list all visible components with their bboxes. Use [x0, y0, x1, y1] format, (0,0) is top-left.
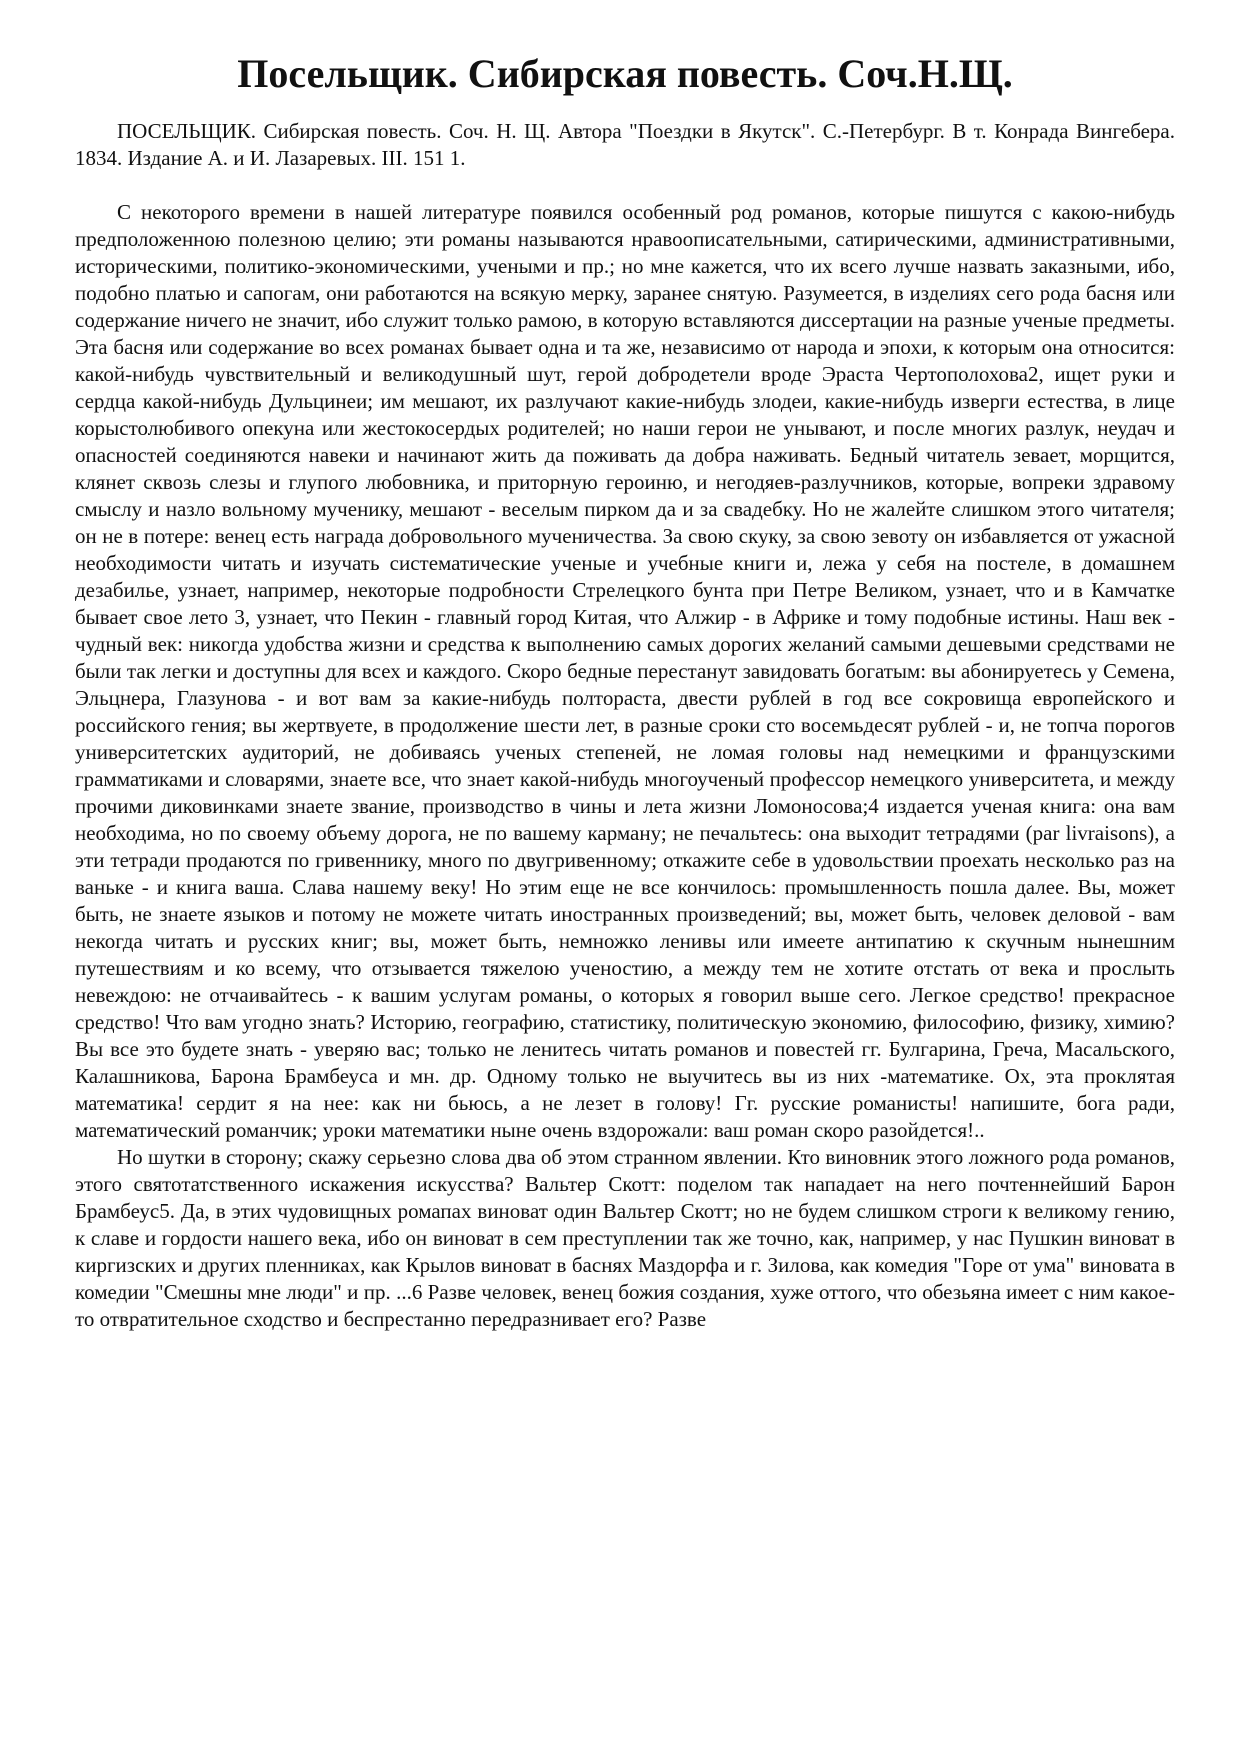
body-paragraph: С некоторого времени в нашей литературе появился особенный род романов, которые пишутся с какою-нибудь предположенною полезною целию; эти романы называются нравоописательными, сатирическими, административными, историческими, политико-экономическими, учеными и пр.; но мне кажется, что их всего лучше назвать заказными, ибо, подобно платью и сапогам, они работаются на всякую мерку, заранее снятую. Разумеется, в изделиях сего рода басня или содержание ничего не значит, ибо служит только рамою, в которую вставляются диссертации на разные ученые предметы. Эта басня или содержание во всех романах бывает одна и та же, независимо от народа и эпохи, к которым она относится: какой-нибудь чувствительный и великодушный шут, герой добродетели вроде Эраста Чертополохова2, ищет руки и сердца какой-нибудь Дульцинеи; им мешают, их разлучают какие-нибудь злодеи, какие-нибудь изверги естества, в лице корыстолюбивого опекуна или жестокосердых родителей; но наши герои не унывают, и после многих разлук, неудач и опасностей соединяются навеки и начинают жить да поживать да добра наживать. Бедный читатель зевает, морщится, клянет сквозь слезы и глупого любовника, и приторную героиню, и негодяев-разлучников, которые, вопреки здравому смыслу и назло вольному мученику, мешают - веселым пирком да и за свадебку. Но не жалейте слишком этого читателя; он не в потере: венец есть награда добровольного мученичества. За свою скуку, за свою зевоту он избавляется от ужасной необходимости читать и изучать систематические ученые и учебные книги и, лежа у себя на постеле, в домашнем дезабилье, узнает, например, некоторые подробности Стрелецкого бунта при Петре Великом, узнает, что и в Камчатке бывает свое лето 3, узнает, что Пекин - главный город Китая, что Алжир - в Африке и тому подобные истины. Наш век - чудный век: никогда удобства жизни и средства к выполнению самых дорогих желаний самыми дешевыми средствами не были так легки и доступны для всех и каждого. Скоро бедные перестанут завидовать богатым: вы абонируетесь у Семена, Эльцнера, Глазунова - и вот вам за какие-нибудь полтораста, двести рублей в год все сокровища европейского и российского гения; вы жертвуете, в продолжение шести лет, в разные сроки сто восемьдесят рублей - и, не топча порогов университетских аудиторий, не добиваясь ученых степеней, не ломая головы над немецкими и французскими грамматиками и словарями, знаете все, что знает какой-нибудь многоученый профессор немецкого университета, и между прочими диковинками знаете звание, производство в чины и лета жизни Ломоносова;4 издается ученая книга: она вам необходима, но по своему объему дорога, не по вашему карману; не печальтесь: она выходит тетрадями (par livraisons), а эти тетради продаются по гривеннику, много по двугривенному; откажите себе в удовольствии проехать несколько раз на ваньке - и книга ваша. Слава нашему веку! Но этим еще не все кончилось: промышленность пошла далее. Вы, может быть, не знаете языков и потому не можете читать иностранных произведений; вы, может быть, человек деловой - вам некогда читать и русских книг; вы, может быть, немножко ленивы или имеете антипатию к скучным нынешним путешествиям и ко всему, что отзывается тяжелою ученостию, а между тем не хотите отстать от века и прослыть невеждою: не отчаивайтесь - к вашим услугам романы, о которых я говорил выше сего. Легкое средство! прекрасное средство! Что вам угодно знать? Историю, географию, статистику, политическую экономию, философию, физику, химию? Вы все это будете знать - уверяю вас; только не ленитесь читать романов и повестей гг. Булгарина, Греча, Масальского, Калашникова, Барона Брамбеуса и мн. др. Одному только не выучитесь вы из них -математике. Ох, эта проклятая математика! сердит я на нее: как ни бьюсь, а не лезет в голову! Гг. русские романисты! напишите, бога ради, математический романчик; уроки математики ныне очень вздорожали: ваш роман скоро разойдется!.. — [75, 200, 1175, 1142]
body-paragraph: Но шутки в сторону; скажу серьезно слова два об этом странном явлении. Кто виновник этого ложного рода романов, этого святотатственного искажения искусства? Вальтер Скотт: поделом так нападает на него почтеннейший Барон Брамбеус5. Да, в этих чудовищных ромапах виноват один Вальтер Скотт; но не будем слишком строги к великому гению, к славе и гордости нашего века, ибо он виноват в сем преступлении так же точно, как, например, у нас Пушкин виноват в киргизских и других пленниках, как Крылов виноват в баснях Маздорфа и г. Зилова, как комедия "Горе от ума" виновата в комедии "Смешны мне люди" и пр. ...6 Разве человек, венец божия создания, хуже оттого, что обезьяна имеет с ним какое-то отвратительное сходство и беспрестанно передразнивает его? Разве — [75, 1145, 1175, 1331]
document-title: Посельщик. Сибирская повесть. Соч.Н.Щ. — [237, 51, 1013, 96]
document-page — [75, 50, 1175, 1333]
source-citation-paragraph: ПОСЕЛЬЩИК. Сибирская повесть. Соч. Н. Щ. Автора "Поездки в Якутск". С.-Петербург. В т. Конрада Вингебера. 1834. Издание А. и И. Лазаревых. III. 151 1. — [75, 119, 1175, 170]
